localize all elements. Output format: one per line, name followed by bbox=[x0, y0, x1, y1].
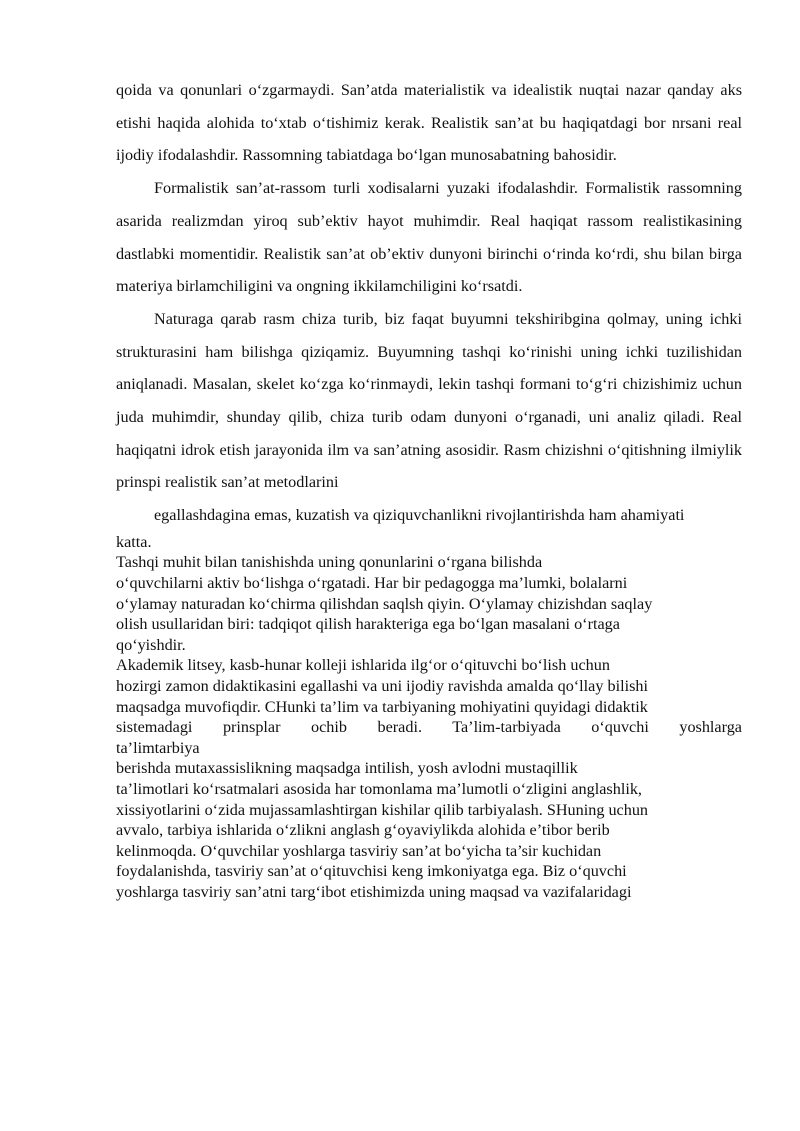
text-line: Akademik litsey, kasb-hunar kolleji ishlarida ilg‘or o‘qituvchi bo‘lish uchun bbox=[116, 656, 610, 675]
text-line: yoshlarga tasviriy san’atni targ‘ibot etishimizda uning maqsad va vazifalaridagi bbox=[116, 882, 632, 901]
text-line: Tashqi muhit bilan tanishishda uning qonunlarini o‘rgana bilishda bbox=[116, 553, 543, 572]
text-line: hozirgi zamon didaktikasini egallashi va uni ijodiy ravishda amalda qo‘llay bilishi bbox=[116, 677, 648, 695]
text-line: qo‘yishdir. bbox=[116, 635, 186, 654]
paragraph-observation: egallashdagina emas, kuzatish va qiziquvchanlikni rivojlantirishda ham ahamiyati bbox=[154, 506, 685, 525]
double-spaced-section bbox=[116, 74, 742, 532]
text-line: sistemadagi prinsplar ochib beradi. Ta’lim-tarbiyada o‘quvchi yoshlarga bbox=[116, 718, 742, 737]
text-line: ta’limotlari ko‘rsatmalari asosida har tomonlama ma’lumotli o‘zligini anglashlik, bbox=[116, 779, 642, 798]
text-line: kelinmoqda. O‘quvchilar yoshlarga tasviriy san’at bo‘yicha ta’sir kuchidan bbox=[116, 841, 602, 860]
paragraph-formalism: Formalistik san’at-rassom turli xodisalarni yuzaki ifodalashdir. Formalistik rassomning asarida realizmdan yiroq sub’ektiv hayot muhimdir. Real haqiqat rassom realistikasining dastlabki momentidir. Realistik san’at ob’ektiv dunyoni birinchi o‘rinda ko‘rdi, shu bilan birga materiya birlamchiligini va ongning ikkilamchiligini ko‘rsatdi. bbox=[116, 179, 742, 296]
text-line: o‘ylamay naturadan ko‘chirma qilishdan saqlsh qiyin. O‘ylamay chizishdan saqlay bbox=[116, 594, 653, 613]
paragraph-drawing-from-nature: Naturaga qarab rasm chiza turib, biz faqat buyumni tekshiribgina qolmay, uning ichki strukturasini ham bilishga qiziqamiz. Buyumning tashqi ko‘rinishi uning ichki tuzilishidan aniqlanadi. Masalan, skelet ko‘zga ko‘rinmaydi, lekin tashqi formani to‘g‘ri chizishimiz uchun juda muhimdir, shunday qilib, chiza turib odam dunyoni o‘rganadi, uni analiz qiladi. Real haqiqatni idrok etish jarayonida ilm va san’atning asosidir. Rasm chizishni o‘qitishning ilmiylik prinspi realistik san’at metodlarini bbox=[116, 309, 742, 492]
text-line: maqsadga muvofiqdir. CHunki ta’lim va tarbiyaning mohiyatini quyidagi didaktik bbox=[116, 697, 648, 716]
single-spaced-section bbox=[116, 532, 742, 903]
text-line: olish usullaridan biri: tadqiqot qilish harakteriga ega bo‘lgan masalani o‘rtaga bbox=[116, 615, 620, 634]
text-line: katta. bbox=[116, 532, 152, 551]
text-line: berishda mutaxassislikning maqsadga intilish, yosh avlodni mustaqillik bbox=[116, 759, 578, 778]
document-page bbox=[116, 74, 742, 903]
text-line: o‘quvchilarni aktiv bo‘lishga o‘rgatadi. Har bir pedagogga ma’lumki, bolalarni bbox=[116, 574, 628, 593]
text-line: avvalo, tarbiya ishlarida o‘zlikni anglash g‘oyaviylikda alohida e’tibor berib bbox=[116, 821, 610, 840]
text-line: xissiyotlarini o‘zida mujassamlashtirgan kishilar qilib tarbiyalash. SHuning uchun bbox=[116, 800, 649, 819]
text-line: ta’limtarbiya bbox=[116, 738, 200, 757]
paragraph-realism: qoida va qonunlari o‘zgarmaydi. San’atda materialistik va idealistik nuqtai nazar qanday aks etishi haqida alohida to‘xtab o‘tishimiz kerak. Realistik san’at bu haqiqatdagi bor nrsani real ijodiy ifodalashdir. Rassomning tabiatdaga bo‘lgan munosabatning bahosidir. bbox=[116, 81, 742, 165]
text-line: foydalanishda, tasviriy san’at o‘qituvchisi keng imkoniyatga ega. Biz o‘quvchi bbox=[116, 862, 627, 881]
